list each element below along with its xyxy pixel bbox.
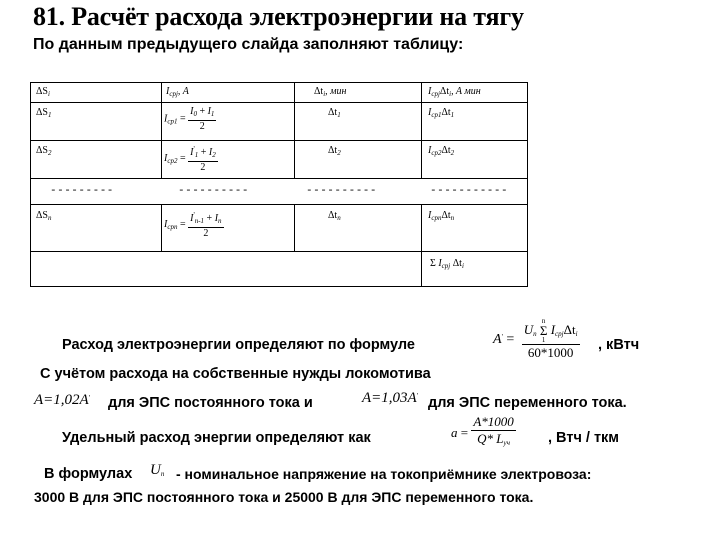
header-current: $I_{срj}$, A [166,86,189,98]
consumption-unit: , кВтч [598,337,640,353]
energy-table [30,82,528,287]
note-prefix: В формулах [44,466,133,482]
table-border-bottom [30,286,528,287]
table-row-sep [30,178,528,179]
table-col-sep [161,82,162,178]
sum-cell: Σ $I_{срj}$ $\Delta t_i$ [430,258,464,270]
table-col-sep [294,82,295,178]
table-row-sep [30,251,528,252]
table-row-sep [30,204,528,205]
row2-time: $\Delta t_2$ [328,145,341,157]
row2-current-formula: $I_{ср2}$ = $\frac{I'_1 + I_2}{2}$ [164,145,216,173]
row1-time: $\Delta t_1$ [328,107,341,119]
rown-ds: $\Delta S_n$ [36,210,52,222]
table-row-sep [30,102,528,103]
rown-time: $\Delta t_n$ [328,210,341,222]
formula-dc: A=1,02A' [34,392,90,408]
row2-product: $I_{ср2}\Delta t_2$ [428,145,455,157]
consumption-formula: A' = $U_п$ n Σ 1 $I_{срj}\Delta t_i$ 60*1000 [493,317,578,360]
slide-subtitle: По данным предыдущего слайда заполняют таблицу: [33,36,464,53]
dashes-col3: ---------- [306,185,378,197]
table-border-right [527,82,528,287]
specific-formula: a = $\frac{A*1000}{Q* L_{уч}}$ [451,414,514,447]
table-col-sep [294,204,295,251]
row2-ds: $\Delta S_2$ [36,145,52,157]
slide-title: 81. Расчёт расхода электроэнергии на тягу [33,2,524,31]
row1-current-formula: $I_{ср1}$ = $\frac{I_0 + I_1}{2}$ [164,106,215,132]
note-line2: 3000 В для ЭПС постоянного тока и 25000 В для ЭПС переменного тока. [34,489,534,505]
consumption-text: Расход электроэнергии определяют по формуле [62,337,415,353]
own-needs-dc-text: для ЭПС постоянного тока и [108,395,313,411]
header-ds: $\Delta S_i$ [36,86,50,98]
rown-current-formula: $I_{срn}$ = $\frac{I'_{n-1} + I_n}{2}$ [164,211,222,239]
header-time: $\Delta t_i$, мин [314,86,347,98]
dashes-col4: ----------- [430,185,509,197]
rown-product: $I_{срn}\Delta t_n$ [428,210,455,222]
formula-ac: A=1,03A' [362,390,418,406]
note-line1: - номинальное напряжение на токоприёмнике электровоза: [176,466,592,482]
row1-product: $I_{ср1}\Delta t_1$ [428,107,455,119]
table-col-sep [421,204,422,287]
header-product: $I_{срj}\Delta t_i$, A мин [428,86,481,98]
dashes-col1: --------- [50,185,114,197]
table-row-sep [30,140,528,141]
own-needs-ac-text: для ЭПС переменного тока. [428,395,627,411]
own-needs-text: С учётом расхода на собственные нужды локомотива [40,366,431,382]
table-border-left [30,82,31,287]
table-border-top [30,82,528,83]
note-symbol: $U_п$ [150,462,165,478]
table-col-sep [421,82,422,178]
table-col-sep [161,204,162,251]
specific-text: Удельный расход энергии определяют как [62,430,371,446]
dashes-col2: ---------- [178,185,250,197]
specific-unit: , Втч / ткм [548,430,620,446]
row1-ds: $\Delta S_1$ [36,107,52,119]
